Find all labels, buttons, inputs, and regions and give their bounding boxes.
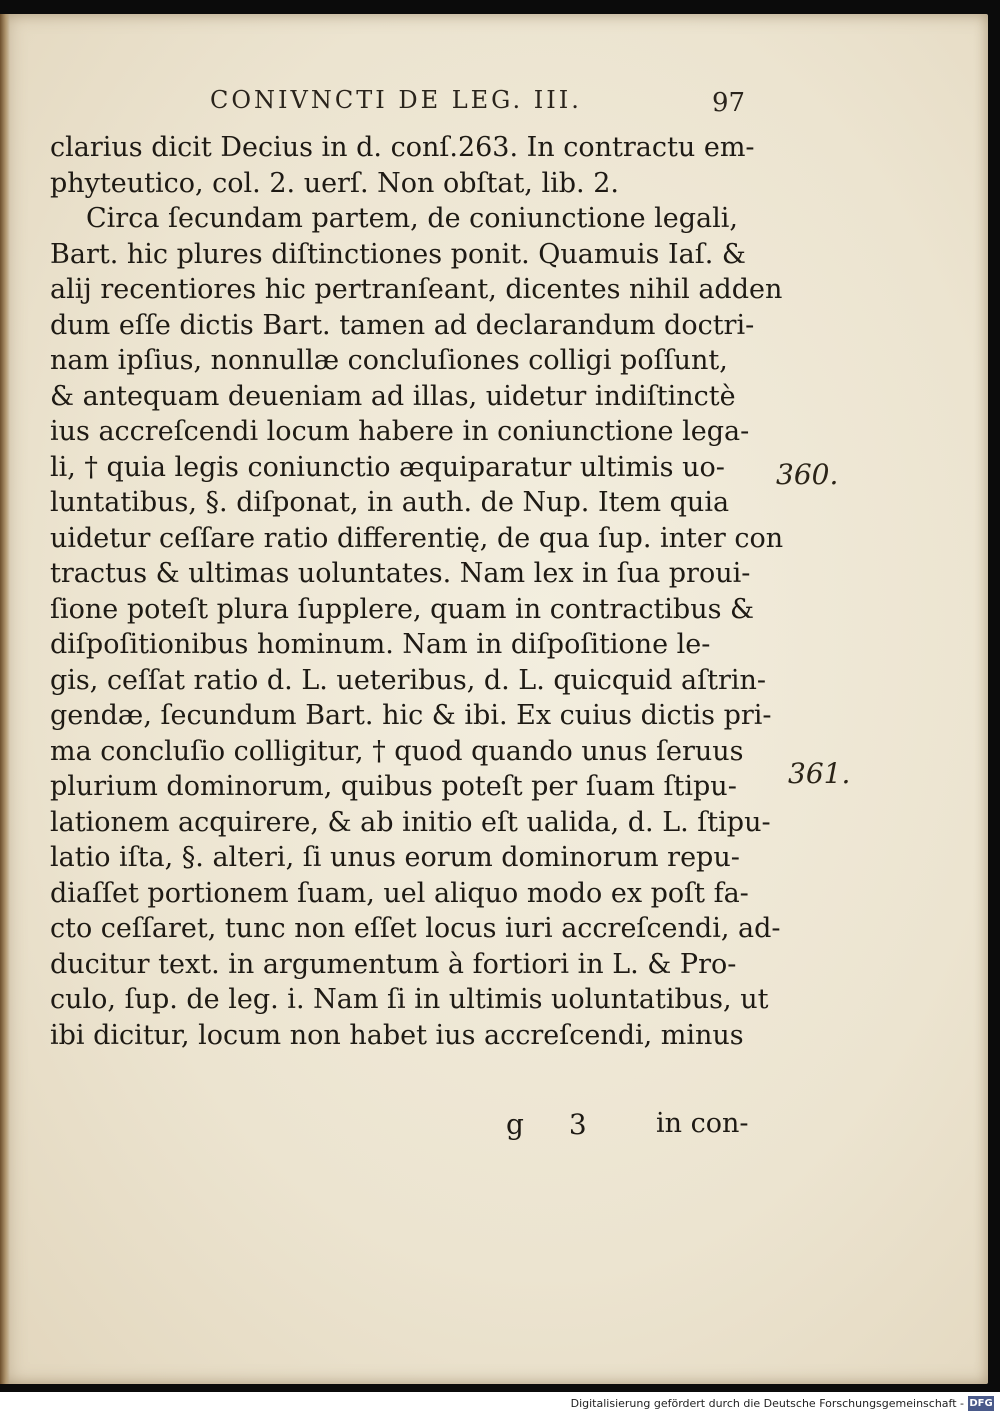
text-line: ma concluſio colligitur, † quod quando unus ſeruus xyxy=(50,735,744,767)
text-line: & antequam deueniam ad illas, uidetur indiſtinctè xyxy=(50,380,736,412)
text-line: lationem acquirere, & ab initio eſt ualida, d. L. ſtipu- xyxy=(50,806,771,838)
text-line: luntatibus, §. diſponat, in auth. de Nup. Item quia xyxy=(50,487,730,518)
text-line: ſione poteſt plura ſupplere, quam in contractibus & xyxy=(50,593,755,625)
running-head: CONIVNCTI DE LEG. III. xyxy=(210,86,582,114)
text-line: culo, ſup. de leg. i. Nam ſi in ultimis uoluntatibus, ut xyxy=(50,984,769,1015)
marginal-note: 360. xyxy=(776,458,839,491)
text-line: cto ceſſaret, tunc non eſſet locus iuri accreſcendi, ad- xyxy=(50,913,781,944)
text-line: plurium dominorum, quibus poteſt per ſuam ſtipu- xyxy=(50,771,737,802)
text-line: li, † quia legis coniunctio æquiparatur ultimis uo- xyxy=(50,451,725,483)
text-line: gis, ceſſat ratio d. L. ueteribus, d. L. quicquid aſtrin- xyxy=(50,664,767,696)
text-line: ius accreſcendi locum habere in coniunctione lega- xyxy=(50,416,750,447)
marginal-note: 361. xyxy=(788,757,851,790)
signature-mark: g 3 xyxy=(506,1108,605,1141)
text-line: Circa ſecundam partem, de coniunctione legali, xyxy=(86,203,739,234)
text-line: phyteutico, col. 2. uerſ. Non obſtat, lib. 2. xyxy=(50,167,619,199)
text-line: ducitur text. in argumentum à fortiori in L. & Pro- xyxy=(50,948,737,980)
text-line: tractus & ultimas uoluntates. Nam lex in ſua proui- xyxy=(50,558,751,589)
text-line: diſpoſitionibus hominum. Nam in diſpoſitione le- xyxy=(50,629,711,660)
catchword: in con- xyxy=(656,1108,749,1139)
text-line: alij recentiores hic pertranſeant, dicentes nihil adden xyxy=(50,274,783,305)
page-number: 97 xyxy=(712,88,746,118)
text-line: uidetur ceſſare ratio differentię, de qua ſup. inter con xyxy=(50,522,784,554)
body-text xyxy=(50,130,784,1053)
text-line: dum eſſe dictis Bart. tamen ad declarandum doctri- xyxy=(50,309,755,341)
text-line: nam ipſius, nonnullæ concluſiones colligi poſſunt, xyxy=(50,345,728,376)
footer-bar xyxy=(0,1392,1000,1417)
funding-credit: Digitalisierung gefördert durch die Deutsche Forschungsgemeinschaft - xyxy=(570,1397,964,1410)
text-line: latio iſta, §. alteri, ſi unus eorum dominorum repu- xyxy=(50,842,740,873)
text-line: ibi dicitur, locum non habet ius accreſcendi, minus xyxy=(50,1019,744,1051)
text-line: diaſſet portionem ſuam, uel aliquo modo ex poſt fa- xyxy=(50,877,749,909)
text-line: Bart. hic plures diſtinctiones ponit. Quamuis Iaſ. & xyxy=(50,238,746,270)
page-gutter-edge xyxy=(0,14,10,1384)
text-line: clarius dicit Decius in d. conſ.263. In contractu em- xyxy=(50,132,755,163)
dfg-logo-icon[interactable]: DFG xyxy=(969,1398,993,1409)
text-line: gendæ, ſecundum Bart. hic & ibi. Ex cuius dictis pri- xyxy=(50,700,772,731)
